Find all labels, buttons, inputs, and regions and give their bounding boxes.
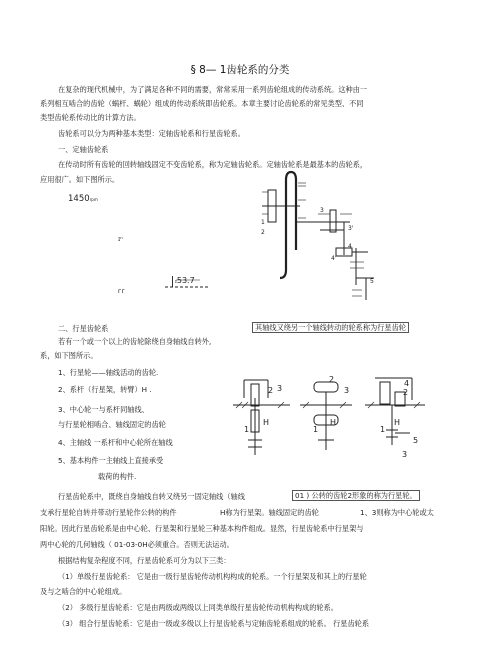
intro-line-1: 在复杂的现代机械中，为了满足各种不同的需要，常常采用一系列齿轮组成的传动系统。这种由一 [58, 85, 368, 94]
body-p2b: H称为行星架。轴线固定的齿轮 [220, 508, 319, 517]
diag-c-label-5: 5 [413, 436, 419, 445]
diag-c-label-H: H [394, 418, 401, 427]
section1-line-2: 应用很广。如下图所示。 [40, 175, 120, 184]
section2-line-2: 系，如下图所示。 [40, 351, 98, 360]
list-item-3b: 与行星轮相啮合、轴线固定的齿轮 [58, 420, 166, 429]
section2-boxed-text: 其轴线又绕另一个轴线转动的轮系称为行星齿轮 [252, 322, 409, 333]
diag-b-label-1: 1 [313, 425, 319, 434]
fig1-mark-b: ᴦᴦ [118, 288, 125, 295]
fig2-label-5: 5 [370, 278, 374, 285]
planetary-diagram-a [233, 380, 290, 455]
fig2-label-3: 3 [320, 207, 324, 214]
diag-c-label-1: 1 [380, 425, 386, 434]
diag-b-label-2: 2 [329, 375, 335, 384]
body-p5: 根据结构复杂程度不同，行星齿轮系可分为以下三类： [58, 556, 231, 565]
body-p4: 两中心轮的几何轴线（ 01-03-0H必须重合。否则无法运动。 [40, 540, 234, 549]
section1-line-1: 在传动时所有齿轮的回转轴线固定不变齿轮系，称为定轴齿轮系。定轴齿轮系是最基本的齿轮系， [58, 160, 368, 169]
intro-line-4: 齿轮系可以分为两种基本类型：定轴齿轮系和行星齿轮系。 [58, 129, 245, 138]
fig2-label-1: 1 [261, 219, 265, 226]
diag-b-label-3: 3 [344, 386, 350, 395]
planetary-diagram-b [300, 375, 352, 450]
category-1b: 及与之啮合的中心轮组成。 [40, 587, 127, 596]
intro-line-2: 系列相互啮合的齿轮（蜗杆、蜗轮）组成的传动系统即齿轮系。本章主要讨论齿轮系的常见类型、不同 [40, 99, 364, 108]
diag-c-label-3: 3 [402, 450, 408, 459]
section2-line-1: 若有一个或一个以上的齿轮除绕自身轴线自转外, [58, 337, 212, 346]
fig1-mark-a: ɪⁿ [118, 236, 123, 243]
section2-heading: 二、行星齿轮系 [58, 324, 109, 333]
page-title: § 8— 1齿轮系的分类 [190, 64, 290, 76]
fig2-label-3p: 3' [348, 225, 354, 232]
diag-a-label-1: 1 [244, 425, 250, 434]
fig2-label-4: 4 [348, 243, 352, 250]
list-item-5b: 载荷的构件. [98, 472, 137, 481]
fig1-output-value: ɪ53.7 [172, 276, 195, 287]
diag-a-label-3: 3 [277, 384, 283, 393]
list-item-4: 4、主轴线 一系杆和中心轮所在轴线 [58, 438, 173, 447]
diag-a-label-H: H [263, 418, 270, 427]
fig1-rpm-value: 1450 [68, 194, 90, 204]
body-p3: 阳轮。因此行星齿轮系是由中心轮、行星架和行星轮三种基本构件组成。显然，行星齿轮系中行星架与 [40, 524, 364, 533]
category-2: （2） 多级行星齿轮系：它是由两级或两级以上同类单级行星齿轮传动机构构成的轮系。 [58, 603, 338, 612]
diag-c-label-2: 2 [403, 388, 409, 397]
fig1-rpm-unit: rpm [89, 197, 98, 202]
body-p2c: 1、3则称为中心轮或太 [360, 508, 434, 517]
list-item-5: 5、基本构件一主轴线上直接承受 [58, 456, 164, 465]
list-item-3: 3、中心轮一与系杆同轴线、 [58, 405, 149, 414]
section1-heading: 一、定轴齿轮系 [58, 145, 109, 154]
fig1-output-number: 53.7 [176, 276, 195, 285]
diag-a-label-2: 2 [268, 386, 274, 395]
intro-line-3: 类型齿轮系传动比的计算方法。 [40, 113, 141, 122]
category-1: （1）单级行星齿轮系： 它是由一级行星齿轮传动机构构成的轮系。一个行星架及和其上的行星轮 [58, 572, 367, 581]
body-p1a: 行星齿轮系中，既绕自身轴线自转又绕另一固定轴线（轴线 [58, 492, 245, 501]
fig2-label-4p: 4' [331, 255, 337, 262]
diag-c-label-4: 4 [404, 379, 410, 388]
body-p1-boxed: 01 ) 公转的齿轮2形象的称为行星轮。 [292, 490, 420, 501]
category-3: （3） 组合行星齿轮系：它是由一级或多级以上行星齿轮系与定轴齿轮系组成的轮系。 行星齿轮系 [58, 619, 370, 628]
list-item-1: 1、行星轮——轴线活动的齿轮. [58, 368, 159, 377]
list-item-2: 2、系杆（行星架，转臂）H . [58, 385, 152, 394]
diag-b-label-H: H [330, 418, 337, 427]
fig2-label-2: 2 [261, 229, 265, 236]
body-p2a: 支承行星轮自转并带动行星轮作公转的构件 [40, 508, 177, 517]
planetary-diagram-c [365, 378, 425, 459]
